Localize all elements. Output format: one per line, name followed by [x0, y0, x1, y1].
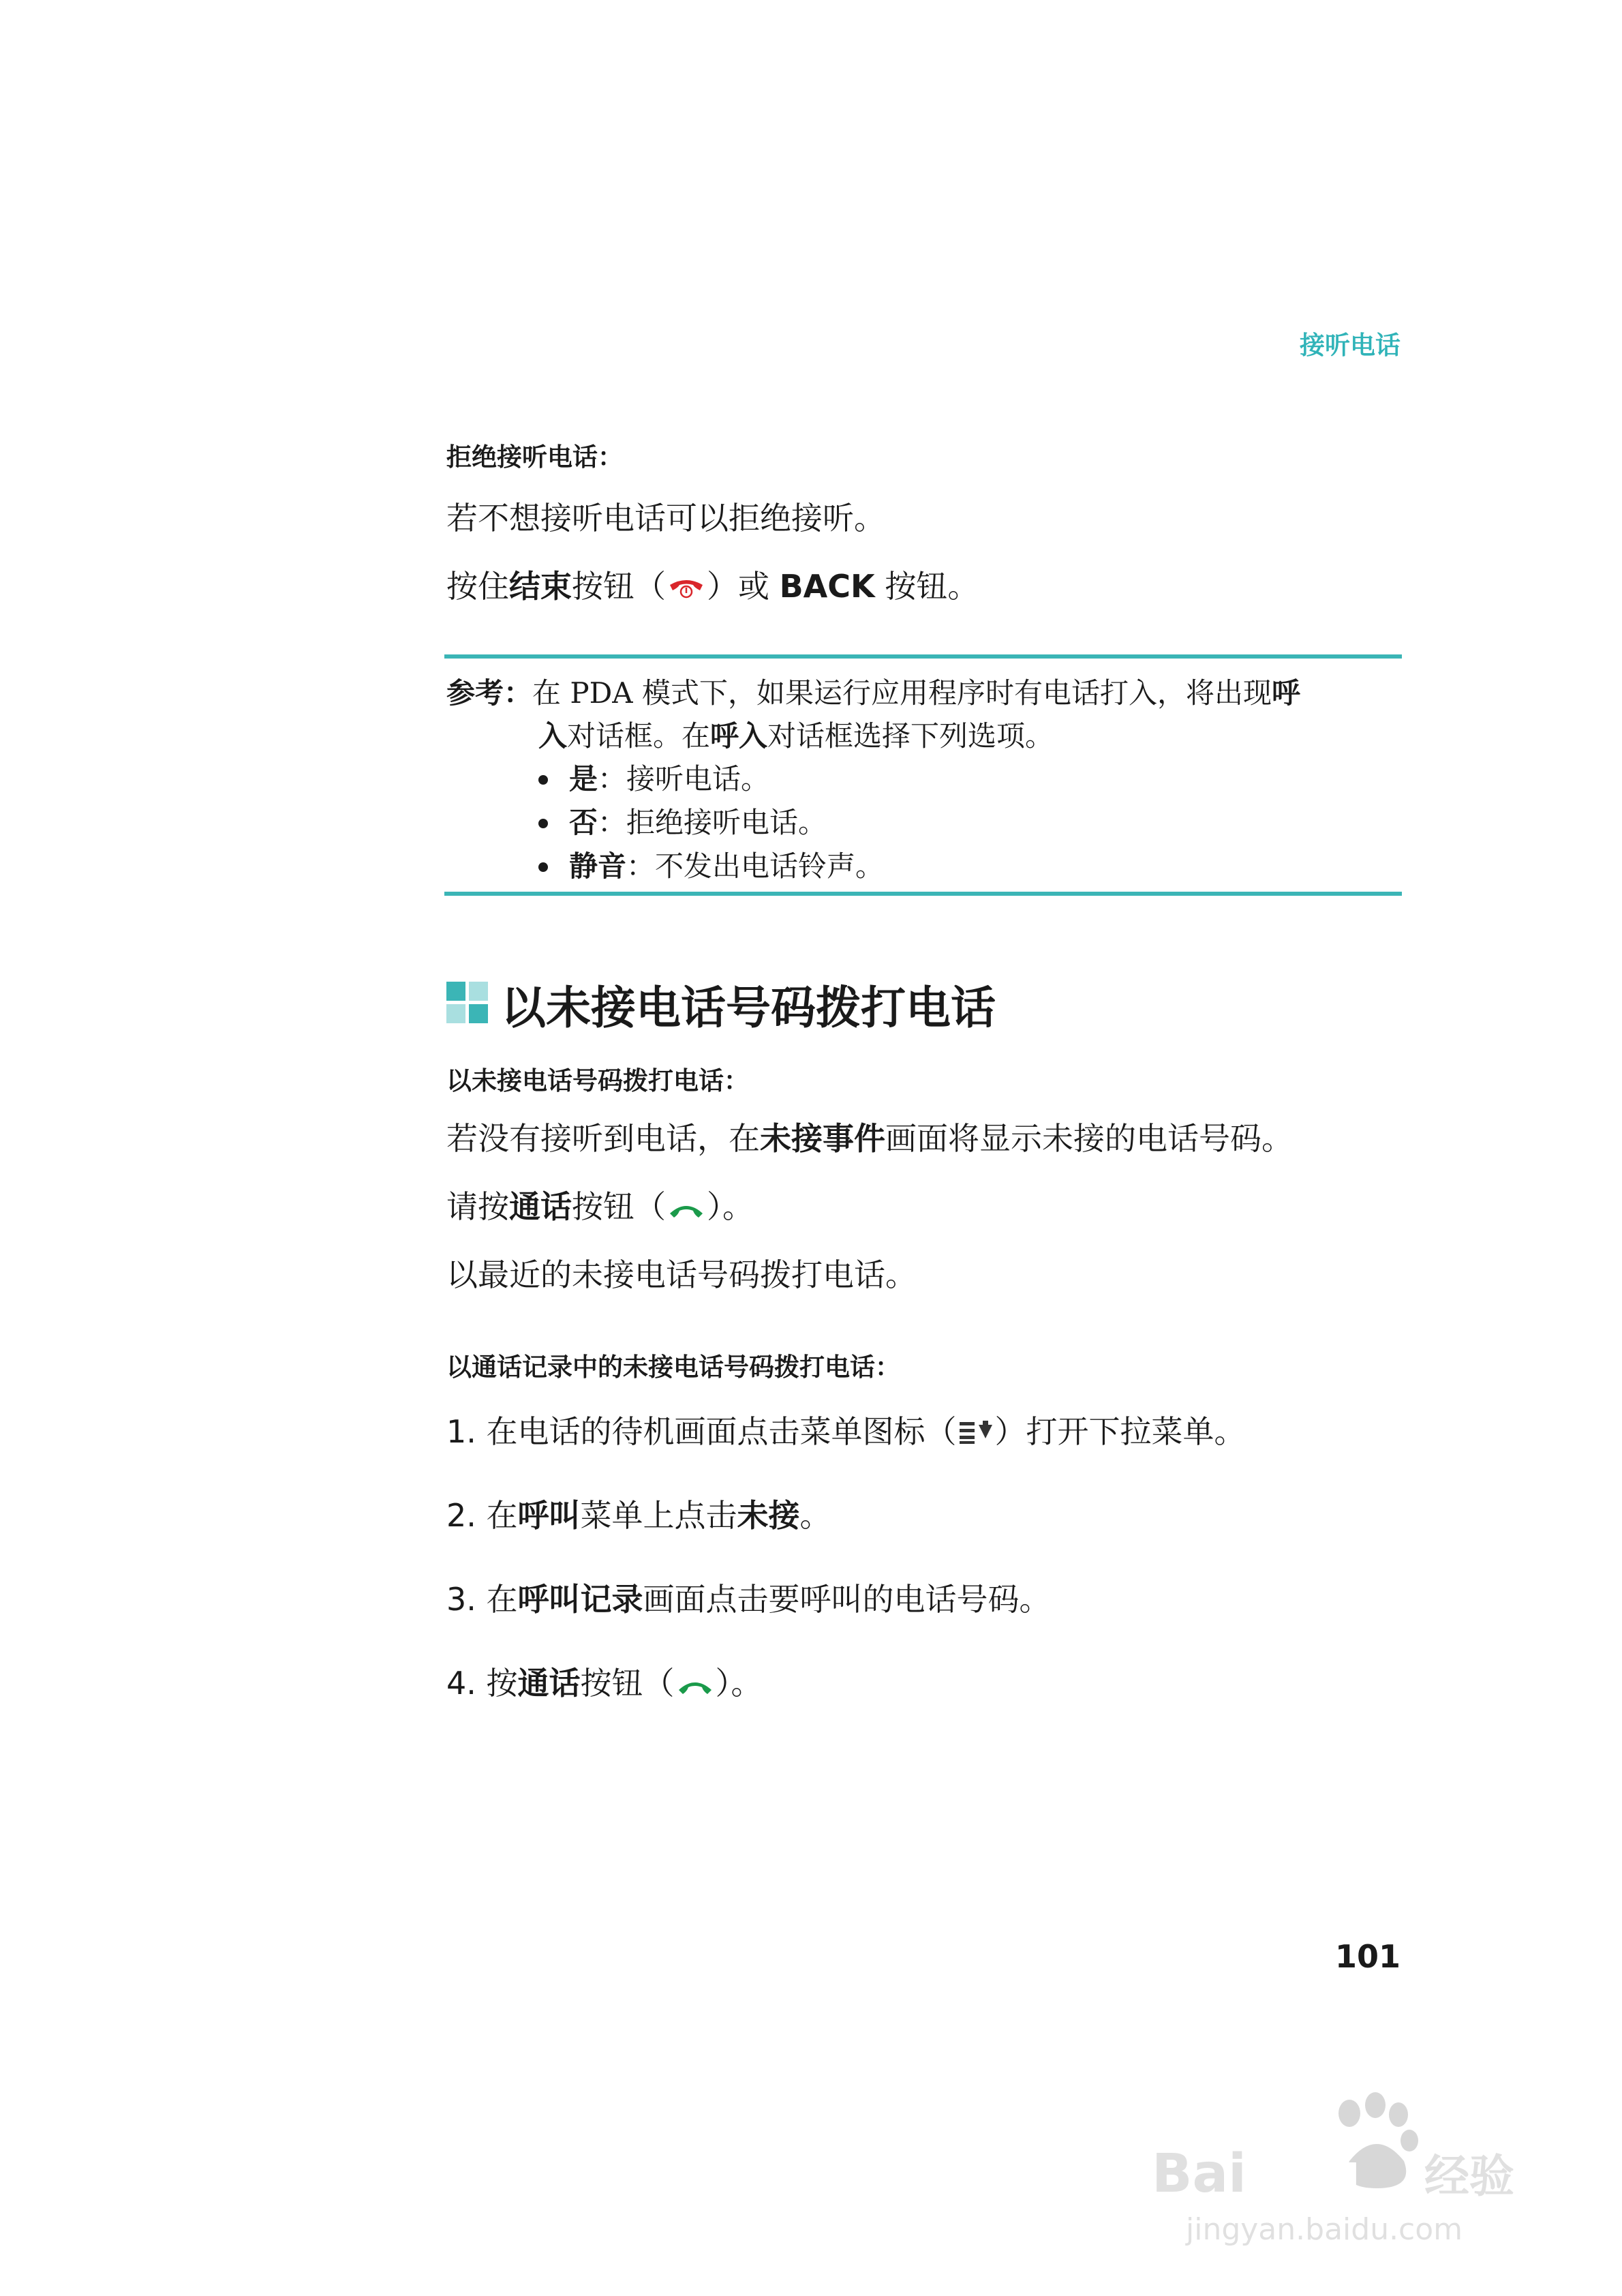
- watermark-brand2: du: [1285, 2143, 1361, 2205]
- page-header-title: 接听电话: [1300, 331, 1401, 360]
- back-label: BACK: [779, 568, 875, 605]
- text: 对话框选择下列选项。: [767, 719, 1054, 753]
- step-number: 1.: [446, 1413, 476, 1450]
- text: 在 PDA 模式下，如果运行应用程序时有电话打入，将出现: [532, 676, 1272, 710]
- note-line1: [446, 671, 1401, 714]
- text: 若没有接听到电话，在: [446, 1120, 760, 1157]
- end-label: 结束: [509, 568, 572, 605]
- note-bottom-rule: [444, 892, 1402, 896]
- text: 呼叫记录: [517, 1581, 643, 1618]
- text: 按钮。: [874, 568, 979, 605]
- step-number: 4.: [446, 1665, 476, 1702]
- list-item: [446, 1411, 1246, 1495]
- watermark-url: jingyan.baidu.com: [1186, 2212, 1463, 2247]
- text: 通话: [517, 1665, 581, 1702]
- option-desc: ：接听电话。: [598, 762, 770, 796]
- text: 按钮（: [572, 1188, 666, 1225]
- menu-icon: [957, 1414, 995, 1455]
- steps-list: [446, 1411, 1246, 1747]
- note-box: [446, 671, 1401, 888]
- reject-heading: 拒绝接听电话：: [446, 442, 623, 472]
- watermark-cn: 经验: [1424, 2150, 1514, 2203]
- text: 未接事件: [760, 1120, 885, 1157]
- option-term: 静音: [569, 849, 627, 883]
- bullet-icon: [538, 819, 548, 828]
- list-item: [446, 1579, 1246, 1663]
- option-term: 是: [569, 762, 598, 796]
- text: 呼叫: [517, 1497, 581, 1534]
- text: 对话框。在: [567, 719, 711, 753]
- list-item: [446, 1495, 1246, 1579]
- section-squares-icon: [446, 982, 489, 1027]
- text: 请按: [446, 1188, 509, 1225]
- call-icon: [675, 1665, 716, 1706]
- text: 按钮（: [580, 1665, 675, 1702]
- step-number: 3.: [446, 1581, 476, 1618]
- reject-line2: [446, 566, 979, 609]
- text: 菜单上点击: [580, 1497, 737, 1534]
- section-p3: 以最近的未接电话号码拨打电话。: [446, 1256, 917, 1293]
- watermark-brand: Bai: [1152, 2143, 1246, 2205]
- option-desc: ：拒绝接听电话。: [598, 806, 827, 839]
- text: 按钮（: [572, 568, 666, 605]
- text: 未接: [737, 1497, 800, 1534]
- note-line2: [446, 714, 1401, 757]
- call-icon: [666, 1189, 707, 1230]
- section-title: [446, 971, 996, 1033]
- text: 在: [486, 1581, 518, 1618]
- text: 入: [538, 719, 568, 753]
- sub-heading-2: 以通话记录中的未接电话号码拨打电话：: [446, 1353, 900, 1382]
- note-options: [446, 757, 1401, 888]
- section-p1: [446, 1118, 1293, 1159]
- text: 呼入: [710, 719, 768, 753]
- text: 呼: [1271, 676, 1300, 710]
- text: 。: [799, 1497, 831, 1534]
- text: 画面将显示未接的电话号码。: [885, 1120, 1293, 1157]
- list-item: [538, 845, 1401, 888]
- note-label: 参考：: [446, 676, 533, 710]
- text: ）。: [715, 1665, 763, 1702]
- text: 在: [486, 1497, 518, 1534]
- text: ）或: [707, 568, 780, 605]
- baidu-watermark-logo: [1145, 2086, 1527, 2252]
- text: 画面点击要呼叫的电话号码。: [643, 1581, 1051, 1618]
- sub-heading-1: 以未接电话号码拨打电话：: [446, 1066, 749, 1096]
- option-desc: ：不发出电话铃声。: [626, 849, 885, 883]
- list-item: [538, 801, 1401, 845]
- end-call-icon: [666, 569, 707, 609]
- text: 在电话的待机画面点击菜单图标（: [486, 1413, 957, 1450]
- text: ）打开下拉菜单。: [994, 1413, 1246, 1450]
- list-item: [446, 1663, 1246, 1747]
- bullet-icon: [538, 862, 548, 872]
- text: 按: [486, 1665, 518, 1702]
- note-top-rule: [444, 654, 1402, 659]
- text: ）。: [707, 1188, 754, 1225]
- page-number: 101: [1334, 1938, 1401, 1975]
- list-item: [538, 757, 1401, 801]
- section-title-text: 以未接电话号码拨打电话: [501, 982, 996, 1034]
- reject-line1: 若不想接听电话可以拒绝接听。: [446, 500, 885, 537]
- section-p2: [446, 1186, 754, 1230]
- step-number: 2.: [446, 1497, 476, 1534]
- text: 按住: [446, 568, 509, 605]
- bullet-icon: [538, 775, 548, 785]
- option-term: 否: [569, 806, 598, 839]
- text: 通话: [509, 1188, 572, 1225]
